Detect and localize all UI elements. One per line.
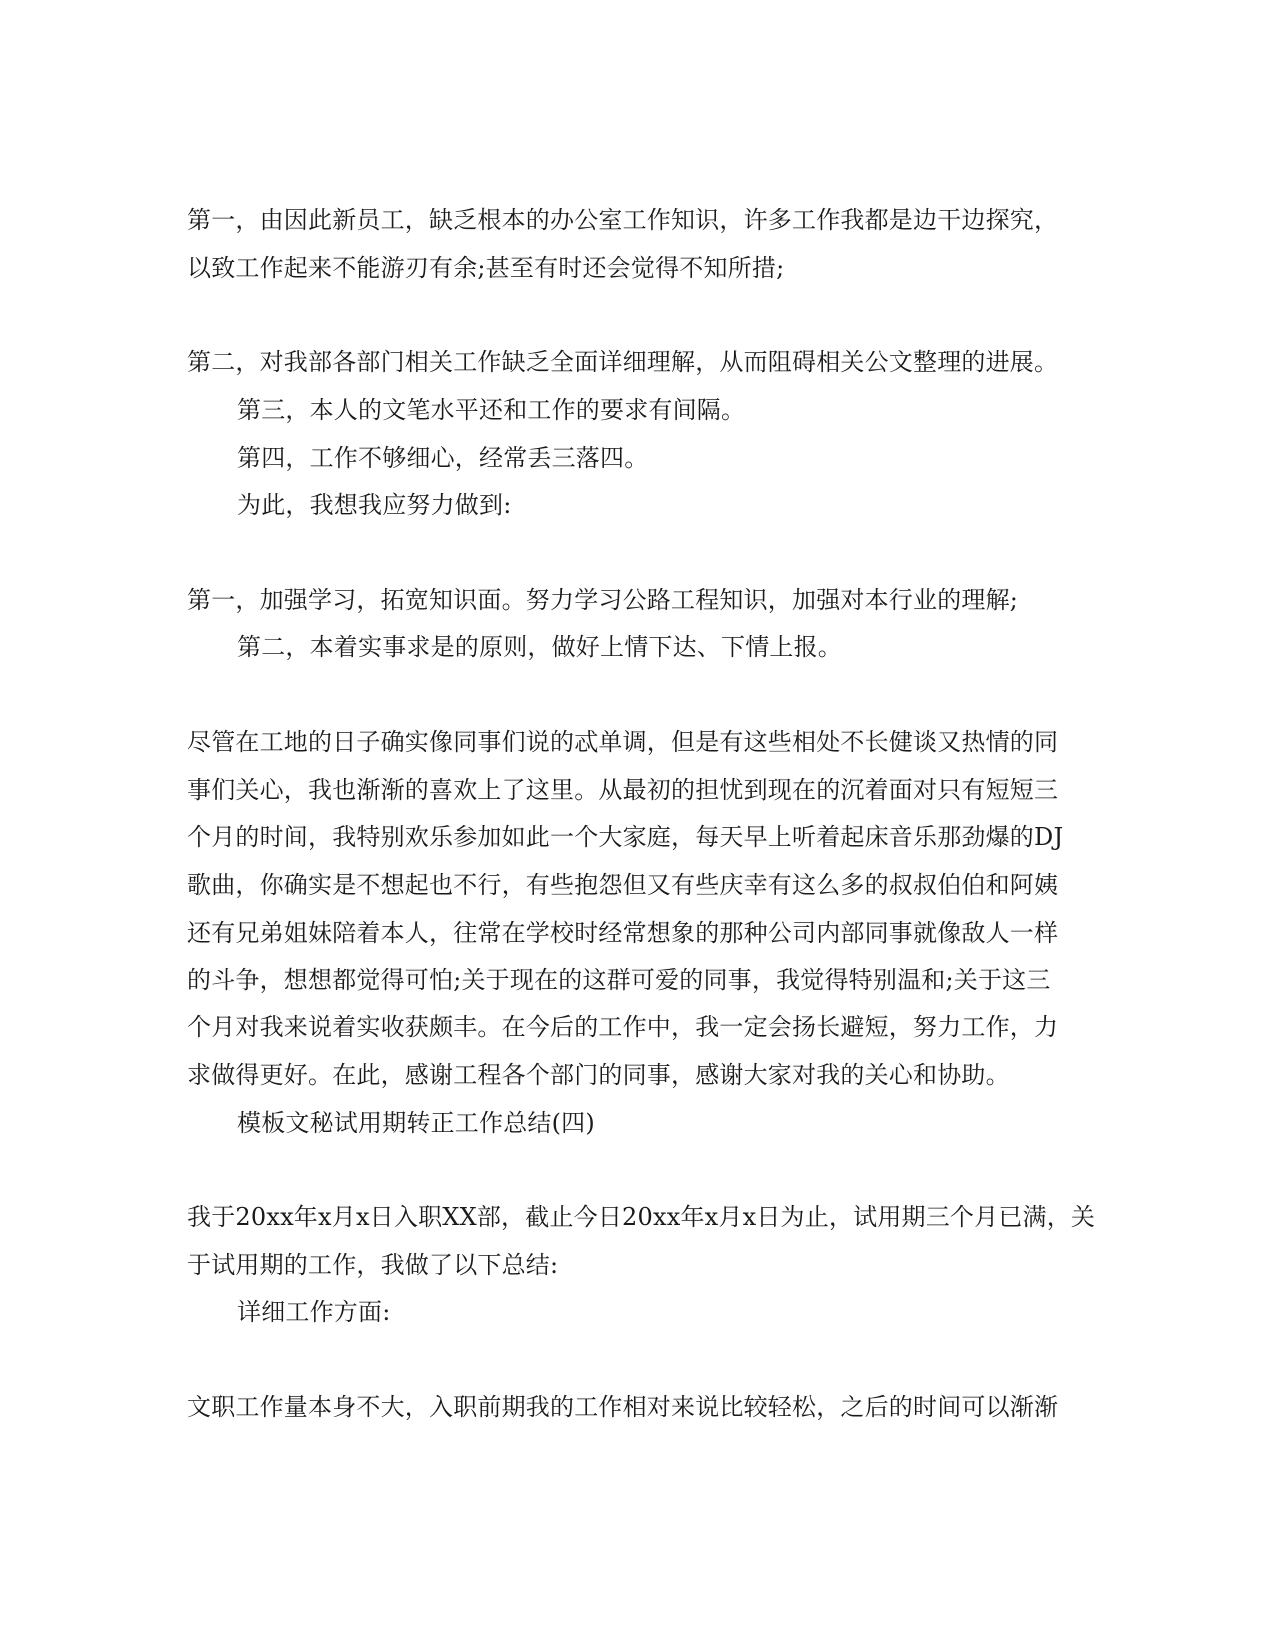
paragraph-line: 求做得更好。在此，感谢工程各个部门的同事，感谢大家对我的关心和协助。 [187, 1061, 1010, 1089]
paragraph-line: 第一，加强学习，拓宽知识面。努力学习公路工程知识，加强对本行业的理解; [187, 586, 1019, 614]
paragraph-line: 第一，由因此新员工，缺乏根本的办公室工作知识，许多工作我都是边干边探究， [187, 206, 1059, 234]
paragraph-line: 以致工作起来不能游刃有余;甚至有时还会觉得不知所措; [187, 254, 785, 282]
paragraph-line: 个月的时间，我特别欢乐参加如此一个大家庭，每天早上听着起床音乐那劲爆的DJ [187, 823, 1064, 851]
paragraph-line: 个月对我来说着实收获颇丰。在今后的工作中，我一定会扬长避短，努力工作，力 [187, 1013, 1059, 1041]
paragraph-line: 尽管在工地的日子确实像同事们说的忒单调，但是有这些相处不长健谈又热情的同 [187, 728, 1059, 756]
paragraph-line: 还有兄弟姐妹陪着本人，往常在学校时经常想象的那种公司内部同事就像敌人一样 [187, 919, 1059, 947]
paragraph-line: 第二，本着实事求是的原则，做好上情下达、下情上报。 [237, 633, 842, 661]
paragraph-line: 于试用期的工作，我做了以下总结: [187, 1251, 559, 1279]
paragraph-line: 的斗争，想想都觉得可怕;关于现在的这群可爱的同事，我觉得特别温和;关于这三 [187, 966, 1051, 994]
paragraph-line: 详细工作方面: [237, 1298, 391, 1326]
paragraph-line: 我于20xx年x月x日入职XX部，截止今日20xx年x月x日为止，试用期三个月已满，关 [187, 1203, 1096, 1231]
paragraph-line: 歌曲，你确实是不想起也不行，有些抱怨但又有些庆幸有这么多的叔叔伯伯和阿姨 [187, 871, 1059, 899]
paragraph-line: 第四，工作不够细心，经常丢三落四。 [237, 444, 649, 472]
paragraph-line: 第二，对我部各部门相关工作缺乏全面详细理解，从而阻碍相关公文整理的进展。 [187, 348, 1059, 376]
paragraph-line: 事们关心，我也渐渐的喜欢上了这里。从最初的担忧到现在的沉着面对只有短短三 [187, 776, 1059, 804]
section-heading: 模板文秘试用期转正工作总结(四) [237, 1109, 595, 1137]
paragraph-line: 文职工作量本身不大，入职前期我的工作相对来说比较轻松，之后的时间可以渐渐 [187, 1393, 1059, 1421]
paragraph-line: 为此，我想我应努力做到: [237, 491, 512, 519]
paragraph-line: 第三，本人的文笔水平还和工作的要求有间隔。 [237, 396, 746, 424]
